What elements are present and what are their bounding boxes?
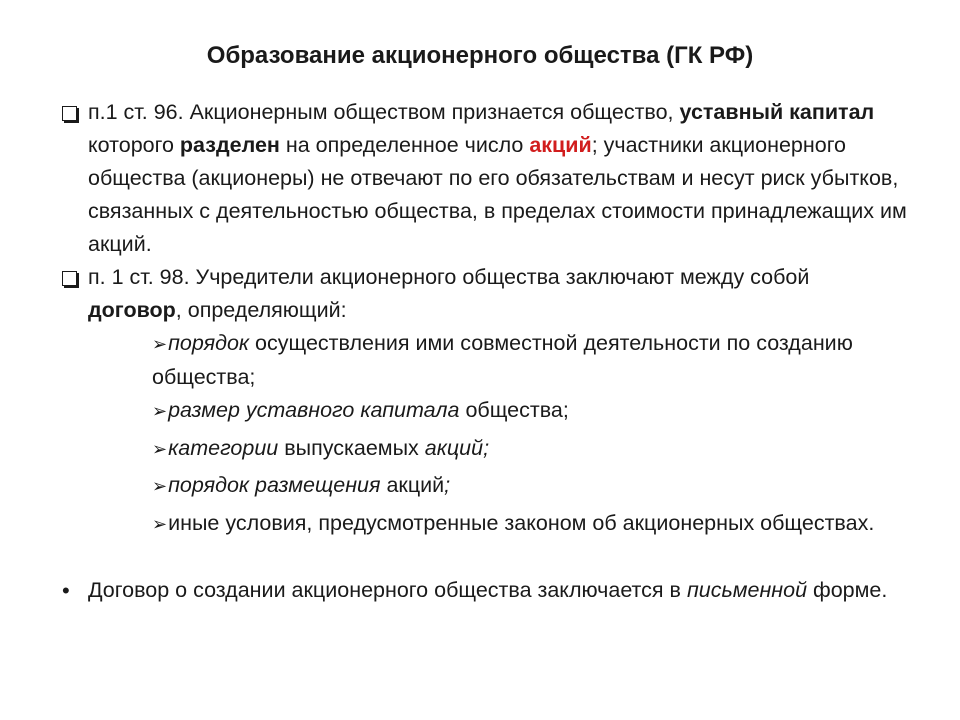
paragraph-article-98 — [88, 261, 908, 327]
text: выпускаемых — [278, 436, 425, 460]
text: на определенное число — [279, 133, 530, 157]
italic-term: размер уставного капитала — [168, 398, 460, 422]
bold-term: разделен — [179, 133, 280, 157]
italic-term: порядок — [168, 331, 250, 355]
arrow-bullet-icon: ➢ — [152, 439, 168, 459]
text: ; участники акционерного общества (акционеры) не отвечают по его обязательствам и несут риск убытков, связанных с деятельностью общества, в пределах стоимости принадлежащих им акций. — [88, 133, 907, 256]
highlight-term: акций — [529, 133, 592, 157]
italic-term: порядок размещения — [168, 473, 381, 497]
italic-term: категории — [168, 436, 279, 460]
italic-term: акций; — [424, 436, 490, 460]
text: общества; — [459, 398, 569, 422]
arrow-bullet-icon: ➢ — [152, 476, 168, 496]
text: иные условия, предусмотренные законом об акционерных обществах. — [168, 511, 875, 535]
arrow-bullet-icon: ➢ — [152, 334, 168, 354]
slide-title: Образование акционерного общества (ГК РФ) — [206, 42, 754, 69]
sub-item-5 — [152, 507, 892, 541]
bold-term: уставный капитал — [679, 100, 875, 124]
text: п.1 ст. 96. Акционерным обществом признается общество, — [88, 100, 680, 124]
arrow-bullet-icon: ➢ — [152, 401, 168, 421]
text: осуществления ими совместной деятельности по созданию общества; — [152, 331, 853, 389]
sub-item-2 — [152, 394, 892, 428]
sub-item-1 — [152, 327, 892, 394]
checkbox-bullet-icon — [62, 106, 77, 121]
text: которого — [88, 133, 180, 157]
text: , определяющий: — [175, 298, 347, 322]
arrow-bullet-icon: ➢ — [152, 514, 168, 534]
text: форме. — [807, 578, 888, 602]
paragraph-article-96 — [88, 96, 908, 261]
text: Договор о создании акционерного общества заключается в — [88, 578, 687, 602]
sub-item-3 — [152, 432, 892, 466]
checkbox-bullet-icon — [62, 271, 77, 286]
bold-term: договор — [88, 298, 176, 322]
italic-term: ; — [444, 473, 451, 497]
paragraph-written-form — [62, 574, 908, 607]
italic-term: письменной — [686, 578, 808, 602]
text: п. 1 ст. 98. Учредители акционерного общества заключают между собой — [88, 265, 810, 289]
bullet-icon: • — [62, 578, 70, 603]
sub-item-4 — [152, 469, 892, 503]
text: акций — [380, 473, 445, 497]
